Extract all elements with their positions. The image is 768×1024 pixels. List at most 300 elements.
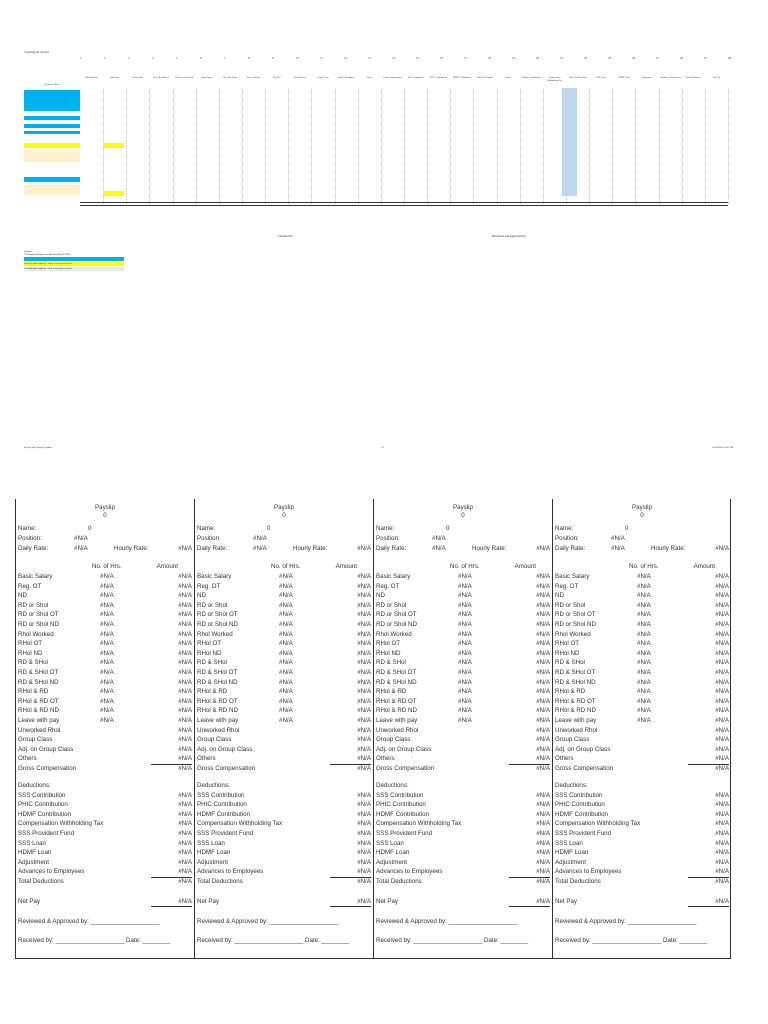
total-deductions-value: #N/A [178,878,192,885]
earning-amount: #N/A [536,649,550,657]
gross-label: Gross Compensation [376,765,435,772]
hours-column-label: No. of Hrs. [92,563,122,570]
earning-row [197,707,371,715]
column-header: SSS Provident Fund [568,77,587,79]
reviewed-approved-line: Reviewed & Approved by: ____________________ [376,918,518,925]
deduction-row [197,792,371,800]
deductions-label: Deductions: [376,782,409,789]
hourly-rate-label: Hourly Rate: [472,545,507,552]
column-header: Monthly Rate [85,77,98,79]
earning-hours: #N/A [458,697,472,705]
earning-amount: #N/A [178,669,192,676]
column-header: Total [367,77,372,79]
earning-amount: #N/A [715,601,729,609]
earning-hours: #N/A [458,707,472,715]
deduction-label: Compensation Withholding Tax [555,820,641,828]
earning-hours: #N/A [637,601,651,609]
earning-hours: #N/A [100,669,114,676]
hourly-rate-label: Hourly Rate: [114,545,149,552]
earning-row [18,602,192,610]
earning-amount: #N/A [357,669,371,676]
earning-hours: #N/A [637,697,651,705]
name-row [197,525,371,533]
earning-row [18,659,192,667]
earning-row [555,621,729,629]
column-header: Hourly Rate [132,77,144,79]
earning-amount: #N/A [715,630,729,638]
deduction-amount: #N/A [715,810,729,818]
earning-label: Rhol Worked [376,630,412,638]
daily-rate-label: Daily Rate: [376,545,407,552]
earning-hours: #N/A [458,678,472,686]
column-number: 10 [296,56,299,60]
earning-hours: #N/A [100,688,114,696]
earning-amount: #N/A [178,601,192,609]
earning-row [197,583,371,591]
total-deductions-label: Total Deductions [18,878,64,885]
earning-label: RHol OT [197,640,222,648]
deduction-amount: #N/A [715,791,729,799]
legend-item: *If Employed Equivalent Monthly Rate (ECOR) [24,253,71,256]
earning-row [376,592,550,600]
total-deductions-row [18,878,192,886]
earning-row [18,707,192,715]
earning-hours: #N/A [279,592,293,600]
deductions-header-row [555,782,729,790]
earning-amount: #N/A [178,640,192,648]
earning-row [376,755,550,763]
earning-label: Basic Salary [197,573,232,580]
earning-amount: #N/A [536,688,550,696]
earning-hours: #N/A [100,649,114,657]
position-value: #N/A [74,535,88,542]
earning-amount: #N/A [178,582,192,590]
payslip [194,499,373,958]
earning-row [197,611,371,619]
column-number: 20 [536,56,539,60]
column-number: 26 [680,56,683,60]
earning-label: Adj. on Group Class [555,745,611,753]
earning-amount: #N/A [715,755,729,763]
daily-rate-label: Daily Rate: [18,545,49,552]
earning-amount: #N/A [536,592,550,600]
deduction-label: HDMF Contribution [376,810,429,818]
deduction-amount: #N/A [357,830,371,837]
earning-label: RHol & RD [18,688,49,696]
deduction-label: Advances to Employees [197,868,264,876]
name-value: 0 [625,525,629,532]
net-pay-value: #N/A [357,898,371,905]
position-row [555,535,729,543]
deduction-row [555,830,729,838]
payslip-number: 0 [461,512,465,519]
earning-label: Adj. on Group Class [197,745,253,753]
deductions-header-row [197,782,371,790]
earnings-header-row [376,563,550,571]
deduction-row [18,811,192,819]
earning-row [376,669,550,677]
deduction-amount: #N/A [536,858,550,866]
earning-label: Unworked Rhol [376,726,419,734]
column-header: Salary Adjustment [338,77,355,79]
earning-row [18,592,192,600]
total-deductions-value: #N/A [715,878,729,885]
earning-row [555,640,729,648]
earning-label: RD & SHol [555,659,585,667]
deduction-amount: #N/A [715,839,729,847]
grid-line [242,89,243,204]
column-header: Hours for the Period [175,77,194,79]
earning-hours: #N/A [637,649,651,657]
earning-row [555,679,729,687]
reviewed-row [18,918,192,926]
earning-hours: #N/A [637,659,651,667]
earning-hours: #N/A [279,697,293,705]
grid-line [335,89,336,204]
column-header: Daily Rate [110,77,120,79]
earning-row [18,669,192,677]
deduction-label: SSS Loan [376,839,404,847]
earning-row [18,621,192,629]
earning-hours: #N/A [279,601,293,609]
column-header: HDMF Loan [618,77,630,79]
earning-row [376,736,550,744]
earning-hours: #N/A [279,582,293,590]
deduction-amount: #N/A [357,791,371,799]
deduction-row [18,801,192,809]
earning-row [197,621,371,629]
deductions-header-row [376,782,550,790]
earning-hours: #N/A [279,630,293,638]
earning-label: RD or Shol ND [555,621,596,628]
earning-hours: #N/A [458,659,472,667]
deduction-label: SSS Provident Fund [18,830,75,837]
earning-label: Leave with pay [376,717,418,724]
gross-row [555,765,729,773]
earning-amount: #N/A [178,755,192,763]
deduction-label: HDMF Loan [555,849,589,857]
earning-row [18,631,192,639]
deduction-amount: #N/A [178,858,192,866]
deduction-label: SSS Loan [555,839,583,847]
earning-label: Leave with pay [555,717,597,724]
grid-line [381,89,382,204]
deduction-label: Advances to Employees [376,868,443,876]
earning-row [18,688,192,696]
column-number: 25 [656,56,659,60]
earning-amount: #N/A [357,630,371,638]
deduction-label: HDMF Loan [197,849,231,857]
amount-column-label: Amount [514,563,536,570]
grid-line [520,89,521,204]
column-number: 9 [272,56,274,60]
payslip-number: 0 [640,512,644,519]
net-pay-rule [688,906,729,907]
earning-label: RHol & RD ND [18,707,59,715]
net-pay-value: #N/A [536,898,550,905]
earning-hours: #N/A [279,611,293,619]
grid-line [219,89,220,204]
earning-hours: #N/A [100,592,114,600]
earning-row [197,727,371,735]
position-label: Position: [555,535,579,542]
gross-value: #N/A [357,765,371,772]
gross-value: #N/A [715,765,729,772]
amount-column-label: Amount [156,563,178,570]
payslip [15,499,194,958]
earning-row [197,746,371,754]
cell-highlight-yellow [104,191,124,196]
earning-label: RD or Shol [376,601,407,609]
column-number: 18 [488,56,491,60]
earning-row [197,659,371,667]
deduction-amount: #N/A [715,830,729,837]
earning-label: RHol & RD OT [376,697,417,705]
deduction-amount: #N/A [715,858,729,866]
total-deductions-row [376,878,550,886]
earning-amount: #N/A [357,649,371,657]
earning-amount: #N/A [536,621,550,628]
column-header: Gross Compensation [383,77,402,79]
deduction-label: Compensation Withholding Tax [197,820,283,828]
earning-row [18,755,192,763]
deduction-label: Advances to Employees [555,868,622,876]
earning-row [376,698,550,706]
earning-hours: #N/A [458,611,472,619]
reviewed-approved-line: Reviewed & Approved by: ____________________ [555,918,697,925]
column-header: SSS Loan [596,77,606,79]
column-header: HDMF Contribution [452,77,471,79]
earning-hours: #N/A [458,649,472,657]
earning-label: RD & SHol ND [197,678,238,686]
reviewed-row [376,918,550,926]
hourly-rate-value: #N/A [536,545,550,552]
column-number: 15 [416,56,419,60]
earning-hours: #N/A [637,611,651,619]
earning-label: Group Class [197,736,232,744]
earning-label: RD or Shol [18,601,49,609]
deduction-row [376,849,550,857]
deduction-row [555,859,729,867]
earning-amount: #N/A [357,582,371,590]
grid-line [450,89,451,204]
row-fill-cyan [24,90,80,111]
earning-label: Adj. on Group Class [18,745,74,753]
earning-label: ND [555,592,564,600]
earning-label: RHol & RD [197,688,228,696]
deduction-row [376,792,550,800]
earning-label: RD or Shol [555,601,586,609]
deduction-amount: #N/A [715,849,729,857]
row-fill-cream [24,150,80,162]
earning-hours: #N/A [637,669,651,676]
earning-hours: #N/A [100,582,114,590]
deduction-amount: #N/A [178,868,192,876]
earning-hours: #N/A [100,573,114,580]
earning-row [18,640,192,648]
deduction-row [197,801,371,809]
column-number: 6 [200,56,202,60]
earning-label: Basic Salary [555,573,590,580]
column-number: 24 [632,56,635,60]
earning-amount: #N/A [715,573,729,580]
deduction-row [18,849,192,857]
deduction-label: SSS Loan [18,839,46,847]
net-pay-rule [151,906,192,907]
earning-amount: #N/A [357,745,371,753]
column-number: 2 [104,56,106,60]
earning-row [376,631,550,639]
received-row [197,937,371,945]
grid-line [589,89,590,204]
earning-hours: #N/A [100,640,114,648]
earning-hours: #N/A [100,659,114,667]
column-header: Compensation Withholding Tax [547,77,562,82]
column-number: 22 [584,56,587,60]
total-deductions-label: Total Deductions [376,878,422,885]
earning-label: RHol ND [376,649,401,657]
column-header: Advances to Employees [659,77,681,79]
net-pay-label: Net Pay [376,898,399,905]
total-deductions-value: #N/A [536,878,550,885]
column-number: 3 [128,56,130,60]
grid-line [543,89,544,204]
payslip-title: Payslip [453,504,473,511]
position-value: #N/A [253,535,267,542]
rate-row [18,545,192,553]
deductions-header-row [18,782,192,790]
column-header: Taxable Compensation [521,77,542,79]
total-deductions-row [555,878,729,886]
earning-hours: #N/A [279,678,293,686]
deduction-label: HDMF Contribution [197,810,250,818]
earning-amount: #N/A [536,659,550,667]
earning-hours: #N/A [458,582,472,590]
earning-hours: #N/A [458,621,472,628]
net-pay-row [18,898,192,906]
earning-hours: #N/A [458,573,472,580]
column-number: 16 [440,56,443,60]
earning-amount: #N/A [715,726,729,734]
earning-label: ND [18,592,27,600]
row-fill-cyan [24,116,80,120]
grid-line [196,89,197,204]
deduction-row [555,840,729,848]
totals-line [80,202,728,203]
earning-row [376,746,550,754]
column-number: 12 [344,56,347,60]
grid-line [311,89,312,204]
net-pay-row [555,898,729,906]
deduction-row [376,820,550,828]
earning-row [376,688,550,696]
earning-row [197,640,371,648]
column-header: Net Pay [712,77,720,79]
earning-row [376,659,550,667]
earning-amount: #N/A [178,707,192,715]
deduction-row [197,849,371,857]
deduction-row [376,868,550,876]
net-pay-label: Net Pay [18,898,41,905]
deduction-row [376,801,550,809]
column-number: 21 [560,56,563,60]
name-label: Name: [376,525,395,532]
deduction-label: SSS Loan [197,839,225,847]
earning-amount: #N/A [715,669,729,676]
column-header: Reg Hol [273,77,281,79]
payslip-number: 0 [282,512,286,519]
received-row [376,937,550,945]
earning-row [197,688,371,696]
column-header: Total Deductions [685,77,701,79]
deduction-row [376,811,550,819]
footer-left: Payroll and Payslip Template [24,446,53,449]
column-header: SSS Contribution [407,77,424,79]
earning-amount: #N/A [357,659,371,667]
earning-label: Rhol Worked [555,630,591,638]
earning-label: Rhol Worked [197,630,233,638]
earnings-header-row [18,563,192,571]
received-row [18,937,192,945]
earning-hours: #N/A [100,611,114,619]
deduction-row [197,830,371,838]
deduction-amount: #N/A [178,801,192,809]
earning-row [555,688,729,696]
column-header: Others [505,77,512,79]
earning-hours: #N/A [279,640,293,648]
earning-hours: #N/A [637,630,651,638]
earning-amount: #N/A [178,736,192,744]
earning-amount: #N/A [357,697,371,705]
earning-amount: #N/A [536,726,550,734]
earning-amount: #N/A [715,697,729,705]
column-number: 5 [176,56,178,60]
earning-amount: #N/A [536,697,550,705]
earning-row [197,669,371,677]
earning-row [555,631,729,639]
earning-row [376,621,550,629]
grid-line [659,89,660,204]
total-deductions-value: #N/A [357,878,371,885]
column-number: 19 [512,56,515,60]
column-number: 8 [248,56,250,60]
deduction-label: Adjustment [376,858,407,866]
earning-label: ND [197,592,206,600]
total-deductions-label: Total Deductions [197,878,243,885]
earning-amount: #N/A [178,678,192,686]
deduction-row [197,868,371,876]
column-header: PHIC Contribution [430,77,448,79]
hourly-rate-value: #N/A [178,545,192,552]
daily-rate-value: #N/A [74,545,88,552]
earning-amount: #N/A [715,611,729,619]
received-by-line: Received by: ____________________ Date: ________ [555,937,708,944]
earning-label: RD & SHol OT [555,669,596,676]
earning-row [376,679,550,687]
name-row [18,525,192,533]
deduction-label: Compensation Withholding Tax [376,820,462,828]
hours-column-label: No. of Hrs. [271,563,301,570]
earning-label: RD or Shol OT [376,611,417,619]
earning-amount: #N/A [536,630,550,638]
position-value: #N/A [611,535,625,542]
earning-label: RD & SHol OT [376,669,417,676]
earning-hours: #N/A [100,678,114,686]
footer-page: 1/1 [381,446,385,449]
position-row [18,535,192,543]
deduction-row [376,830,550,838]
gross-row [197,765,371,773]
